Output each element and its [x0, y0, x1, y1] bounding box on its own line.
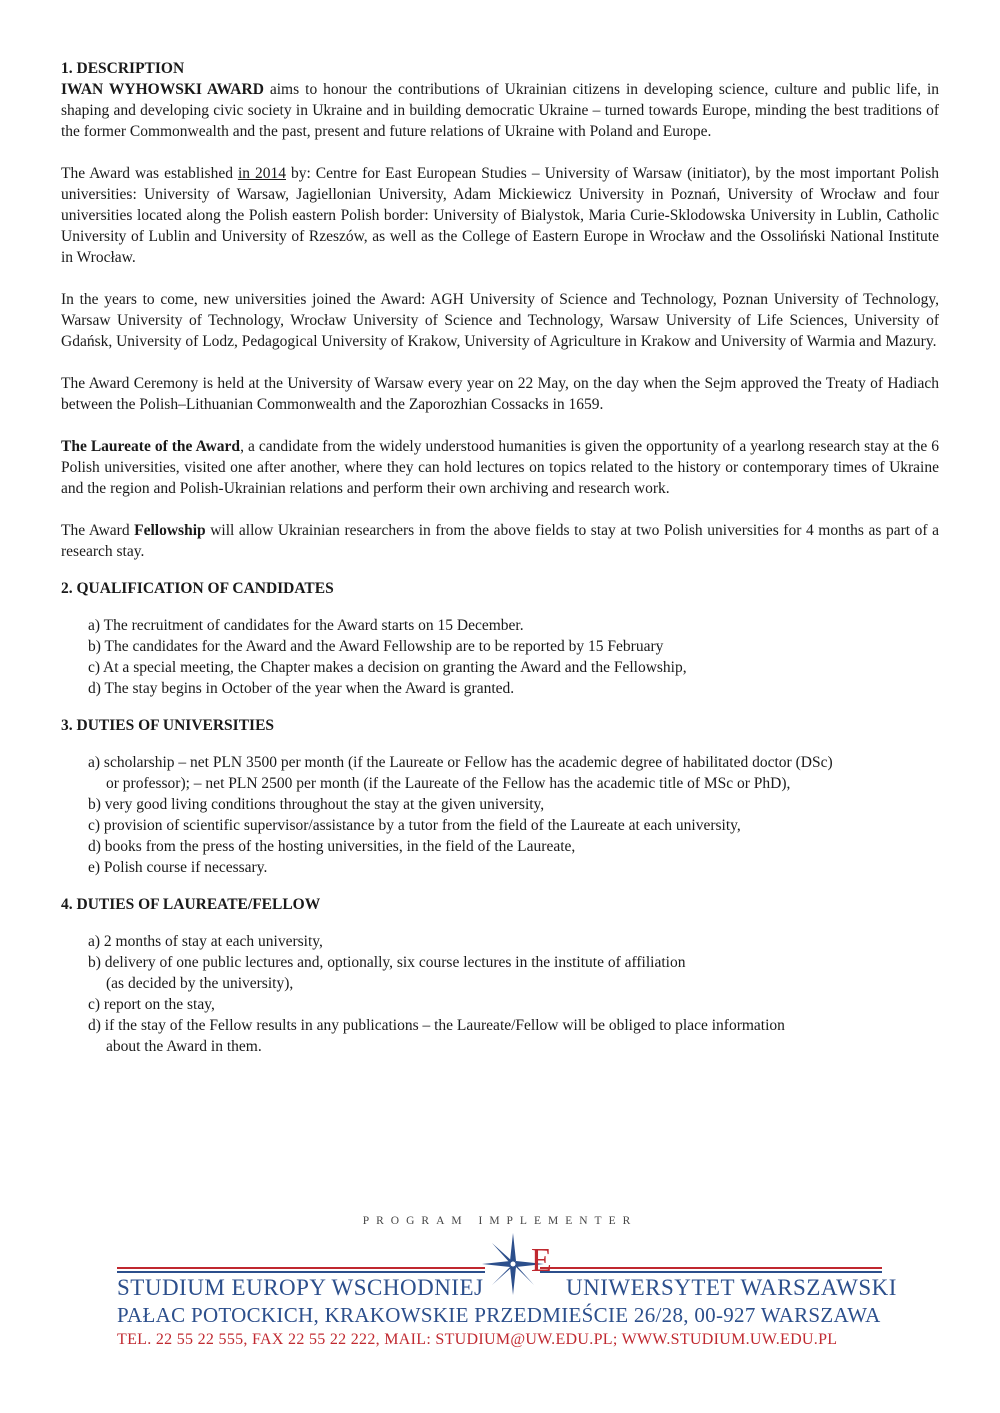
address: PAŁAC POTOCKICH, KRAKOWSKIE PRZEDMIEŚCIE 26/28, 00-927 WARSZAWA [117, 1303, 881, 1327]
section-heading-description: 1. DESCRIPTION [61, 60, 185, 77]
award-name: IWAN WYHOWSKI AWARD [61, 81, 264, 98]
qualification-list [61, 615, 939, 699]
list-item: e) Polish course if necessary. [88, 859, 268, 876]
description-paragraph-1: IWAN WYHOWSKI AWARD aims to honour the contributions of Ukrainian citizens in developing science, culture and public life, in shaping and developing civic society in Ukraine and in building democratic Ukraine – turned towards Europe, minding the best traditions of the former Commonwealth and the past, present and future relations of Ukraine with Poland and Europe. [61, 81, 939, 140]
list-item: c) provision of scientific supervisor/assistance by a tutor from the field of the Laureate at each university, [88, 817, 741, 834]
university-name: UNIWERSYTET WARSZAWSKI [566, 1275, 897, 1300]
list-item: d) books from the press of the hosting universities, in the field of the Laureate, [88, 838, 576, 855]
contact-info: TEL. 22 55 22 555, FAX 22 55 22 222, MAIL: STUDIUM@UW.EDU.PL; WWW.STUDIUM.UW.EDU.PL [117, 1331, 838, 1348]
list-item: b) delivery of one public lectures and, optionally, six course lectures in the institute of affiliation (as decided by the university), [88, 954, 686, 992]
logo-letter: E [531, 1242, 552, 1279]
list-item: b) The candidates for the Award and the Award Fellowship are to be reported by 15 February [88, 638, 664, 655]
list-item: d) if the stay of the Fellow results in any publications – the Laureate/Fellow will be obliged to place information about the Award in them. [88, 1017, 785, 1055]
letterhead-footer [0, 1215, 1000, 1348]
description-paragraph-5: The Laureate of the Award, a candidate from the widely understood humanities is given the opportunity of a yearlong research stay at the 6 Polish universities, visited one after another, where they can hold lectures on topics related to the history or contemporary times of Ukraine and the region and Polish-Ukrainian relations and perform their own archiving and research work. [61, 438, 939, 497]
description-paragraph-4: The Award Ceremony is held at the University of Warsaw every year on 22 May, on the day when the Sejm approved the Treaty of Hadiach between the Polish–Lithuanian Commonwealth and the Zaporozhian Cossacks in 1659. [61, 375, 939, 413]
section-heading-laureate: 4. DUTIES OF LAUREATE/FELLOW [61, 896, 321, 913]
description-paragraph-3: In the years to come, new universities joined the Award: AGH University of Science and Technology, Poznan University of Technology, Warsaw University of Technology, Wrocław University of Science and Technology, Warsaw University of Life Sciences, University of Gdańsk, University of Lodz, Pedagogical University of Krakow, University of Agriculture in Krakow and University of Warmia and Mazury. [61, 291, 939, 350]
list-item: c) At a special meeting, the Chapter makes a decision on granting the Award and the Fellowship, [88, 659, 687, 676]
document-body [61, 58, 939, 1057]
list-item: a) scholarship – net PLN 3500 per month (if the Laureate or Fellow has the academic degree of habilitated doctor (DSc) or professor); – net PLN 2500 per month (if the Laureate of the Fellow has the academic title of MSc or PhD), [88, 754, 833, 792]
list-item: c) report on the stay, [88, 996, 215, 1013]
program-implementer-label: PROGRAM IMPLEMENTER [362, 1215, 638, 1227]
section-heading-universities: 3. DUTIES OF UNIVERSITIES [61, 717, 275, 734]
list-item: a) The recruitment of candidates for the Award starts on 15 December. [88, 617, 524, 634]
list-item: b) very good living conditions throughout the stay at the given university, [88, 796, 545, 813]
list-item: a) 2 months of stay at each university, [88, 933, 323, 950]
established-year: in 2014 [237, 165, 286, 182]
laureate-duties-list [61, 931, 939, 1057]
universities-duties-list [61, 752, 939, 878]
institution-name: STUDIUM EUROPY WSCHODNIEJ [117, 1275, 484, 1300]
logo-row [0, 1233, 1000, 1348]
list-item: d) The stay begins in October of the year when the Award is granted. [88, 680, 515, 697]
section-heading-qualification: 2. QUALIFICATION OF CANDIDATES [61, 580, 334, 597]
description-paragraph-2: The Award was established in 2014 by: Centre for East European Studies – University of Warsaw (initiator), by the most important Polish universities: University of Warsaw, Jagiellonian University, Adam Mickiewicz University in Poznań, University of Wrocław and four universities located along the Polish eastern Polish border: University of Bialystok, Maria Curie-Sklodowska University in Lublin, Catholic University of Lublin and University of Rzeszów, as well as the College of Eastern Europe in Wrocław and the Ossoliński National Institute in Wrocław. [61, 165, 939, 266]
description-paragraph-6: The Award Fellowship will allow Ukrainian researchers in from the above fields to stay at two Polish universities for 4 months as part of a research stay. [61, 522, 940, 560]
